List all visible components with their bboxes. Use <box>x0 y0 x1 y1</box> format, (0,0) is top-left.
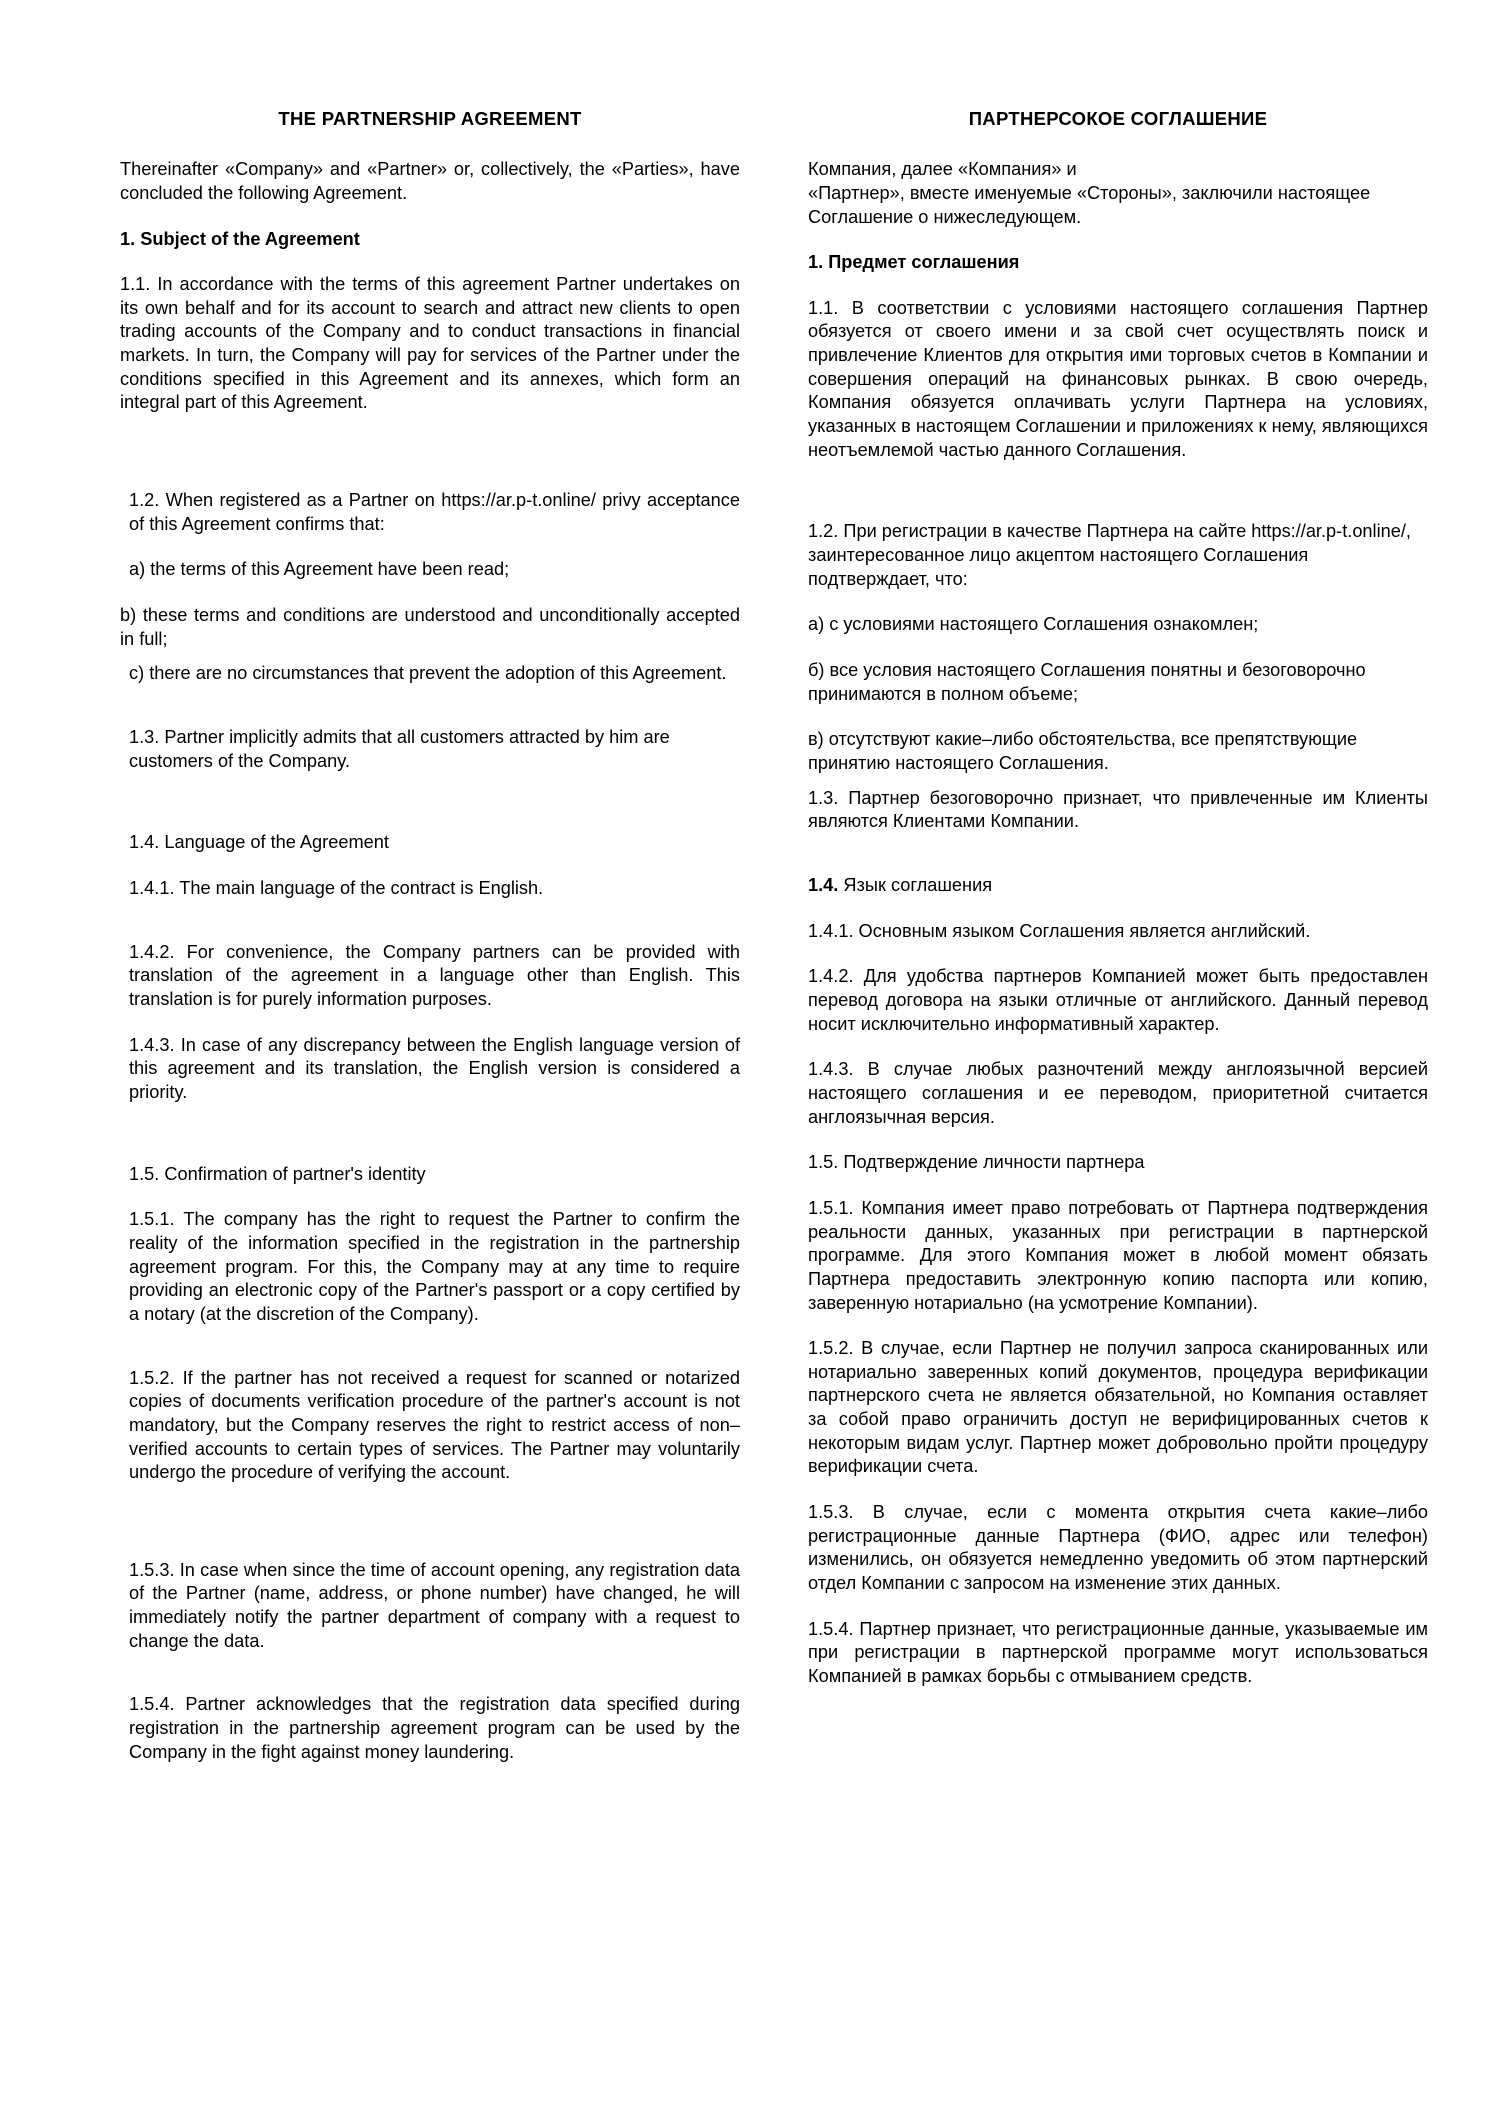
russian-clause-1-5-3: 1.5.3. В случае, если с момента открытия счета какие–либо регистрационные данные Партнера (ФИО, адрес или телефон) изменились, он обязуется немедленно уведомить об этом партнерский отдел Компании с запросом на изменение этих данных. <box>808 1502 1428 1594</box>
english-clause-1-4-1: 1.4.1. The main language of the contract is English. <box>129 878 544 898</box>
russian-clause-1-2: 1.2. При регистрации в качестве Партнера на сайте https://ar.p-t.online/, заинтересованное лицо акцептом настоящего Соглашения подтверждает, что: <box>808 521 1411 589</box>
russian-column <box>808 108 1428 1689</box>
russian-heading-1-4-text: Язык соглашения <box>838 874 993 895</box>
russian-intro-line-1: Компания, далее «Компания» и <box>808 159 1077 180</box>
russian-clause-1-3: 1.3. Партнер безоговорочно признает, что привлеченные им Клиенты являются Клиентами Компании. <box>808 787 1428 832</box>
russian-section-1-heading: 1. Предмет соглашения <box>808 252 1020 273</box>
russian-clause-1-5-1: 1.5.1. Компания имеет право потребовать от Партнера подтверждения реальности данных, указанных при регистрации в партнерской программе. Для этого Компания может в любой момент обязать Партнера предоставить электронную копию паспорта или копию, заверенную нотариально (на усмотрение Компании). <box>808 1197 1428 1313</box>
russian-intro-line-2: «Партнер», вместе именуемые «Стороны», заключили настоящее Соглашение о нижеследующем. <box>808 182 1371 227</box>
english-document-title: THE PARTNERSHIP AGREEMENT <box>278 108 582 129</box>
russian-clause-1-4-3: 1.4.3. В случае любых разночтений между англоязычной версией настоящего соглашения и ее переводом, приоритетной считается англоязычная версия. <box>808 1059 1428 1127</box>
russian-item-a: а) с условиями настоящего Соглашения ознакомлен; <box>808 614 1259 635</box>
russian-clause-1-5-2: 1.5.2. В случае, если Партнер не получил запроса сканированных или нотариально заверенных копий документов, процедура верификации партнерского счета не является обязательной, но Компания оставляет за собой право ограничить доступ не верифицированных счетов к некоторым видам услуг. Партнер может добровольно пройти процедуру верификации счета. <box>808 1338 1428 1477</box>
english-clause-1-5-3: 1.5.3. In case when since the time of account opening, any registration data of the Partner (name, address, or phone number) have changed, he will immediately notify the partner department of company with a request to change the data. <box>129 1559 740 1651</box>
english-heading-1-5: 1.5. Confirmation of partner's identity <box>129 1163 426 1184</box>
english-clause-1-5-4: 1.5.4. Partner acknowledges that the registration data specified during registration in the partnership agreement program can be used by the Company in the fight against money laundering. <box>129 1694 740 1762</box>
english-item-c: c) there are no circumstances that prevent the adoption of this Agreement. <box>129 663 727 684</box>
english-clause-1-5-2: 1.5.2. If the partner has not received a request for scanned or notarized copies of documents verification procedure of the partner's account is not mandatory, but the Company reserves the right to restrict access of non–verified accounts to certain types of services. The Partner may voluntarily undergo the procedure of verifying the account. <box>129 1367 740 1483</box>
english-section-1-heading: 1. Subject of the Agreement <box>120 228 360 249</box>
russian-clause-1-1: 1.1. В соответствии с условиями настоящего соглашения Партнер обязуется от своего имени и за свой счет осуществлять поиск и привлечение Клиентов для открытия ими торговых счетов в Компании и совершения операций на финансовых рынках. В свою очередь, Компания обязуется оплачивать услуги Партнера на условиях, указанных в настоящем Соглашении и приложениях к нему, являющихся неотъемлемой частью данного Соглашения. <box>808 297 1428 460</box>
russian-heading-1-4-number: 1.4. <box>808 874 839 895</box>
english-clause-1-2: 1.2. When registered as a Partner on https://ar.p-t.online/ privy acceptance of this Agreement confirms that: <box>129 490 740 534</box>
english-clause-1-4-3: 1.4.3. In case of any discrepancy between the English language version of this agreement and its translation, the English version is considered a priority. <box>129 1034 740 1102</box>
russian-heading-1-5: 1.5. Подтверждение личности партнера <box>808 1152 1145 1173</box>
english-clause-1-3: 1.3. Partner implicitly admits that all customers attracted by him are customers of the Company. <box>129 727 670 771</box>
russian-clause-1-4-1: 1.4.1. Основным языком Соглашения является английский. <box>808 920 1311 941</box>
english-item-b: b) these terms and conditions are understood and unconditionally accepted in full; <box>120 605 740 649</box>
russian-clause-1-4-2: 1.4.2. Для удобства партнеров Компанией может быть предоставлен перевод договора на языки отличные от английского. Данный перевод носит исключительно информативный характер. <box>808 966 1428 1034</box>
russian-clause-1-5-4: 1.5.4. Партнер признает, что регистрационные данные, указываемые им при регистрации в партнерской программе могут использоваться Компанией в рамках борьбы с отмыванием средств. <box>808 1618 1428 1687</box>
english-clause-1-4-2: 1.4.2. For convenience, the Company partners can be provided with translation of the agreement in a language other than English. This translation is for purely information purposes. <box>129 941 740 1009</box>
english-clause-1-1: 1.1. In accordance with the terms of this agreement Partner undertakes on its own behalf and for its account to search and attract new clients to open trading accounts of the Company and to conduct transactions in financial markets. In turn, the Company will pay for services of the Partner under the conditions specified in this Agreement and its annexes, which form an integral part of this Agreement. <box>120 274 740 413</box>
russian-item-c: в) отсутствуют какие–либо обстоятельства, все препятствующие принятию настоящего Соглашения. <box>808 729 1358 773</box>
english-column <box>120 108 740 1764</box>
english-heading-1-4: 1.4. Language of the Agreement <box>129 832 389 853</box>
russian-document-title: ПАРТНЕРСОКОЕ СОГЛАШЕНИЕ <box>968 108 1268 129</box>
russian-item-b: б) все условия настоящего Соглашения понятны и безоговорочно принимаются в полном объеме; <box>808 660 1366 704</box>
english-intro-paragraph: Thereinafter «Company» and «Partner» or, collectively, the «Parties», have concluded the following Agreement. <box>120 159 740 203</box>
two-column-layout <box>120 108 1428 1764</box>
russian-heading-1-4 <box>808 874 1428 898</box>
english-item-a: a) the terms of this Agreement have been read; <box>129 559 510 580</box>
english-clause-1-5-1: 1.5.1. The company has the right to request the Partner to confirm the reality of the information specified in the registration in the partnership agreement program. For this, the Company may at any time to require providing an electronic copy of the Partner's passport or a copy certified by a notary (at the discretion of the Company). <box>129 1209 740 1324</box>
